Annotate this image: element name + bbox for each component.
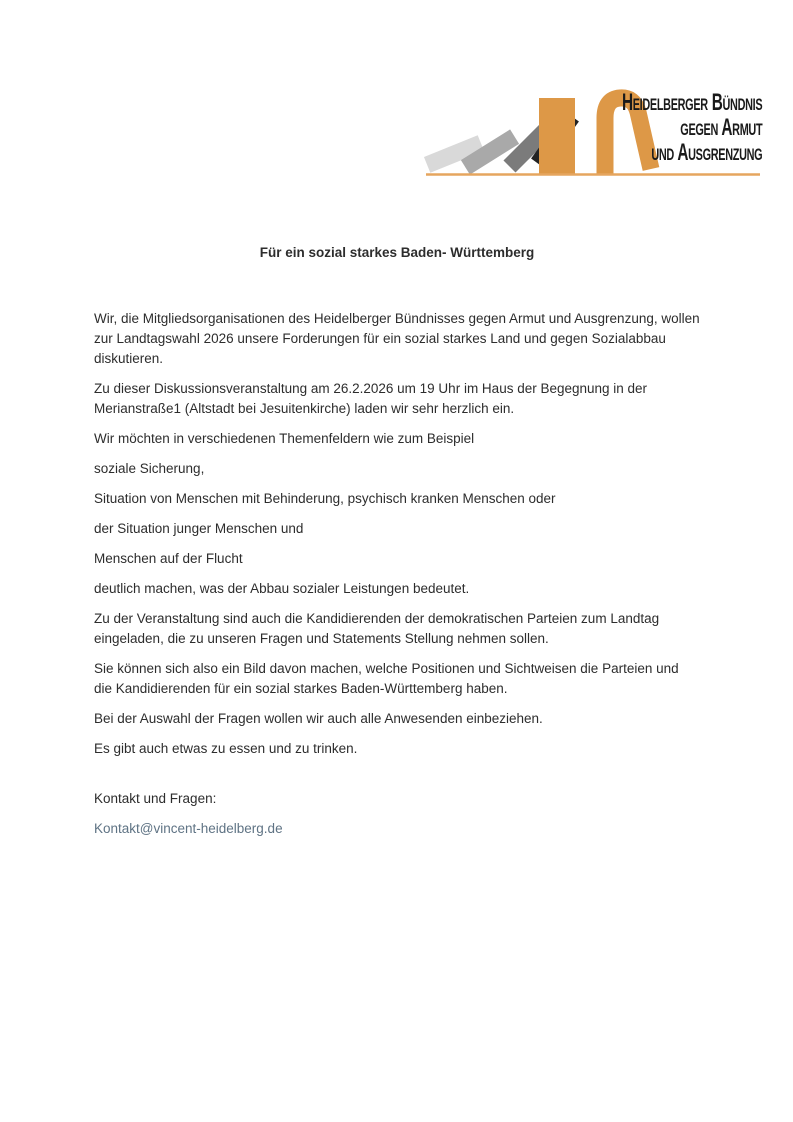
logo-pillar [539,98,575,174]
paragraph-intro: Wir, die Mitgliedsorganisationen des Heidelberger Bündnisses gegen Armut und Ausgrenzung, wollen zur Landtagswahl 2026 unsere Forderungen für ein sozial starkes Land und gegen Sozialabbau diskutieren. [94,311,700,366]
contact-email-row [94,819,700,839]
paragraph-topics-close: deutlich machen, was der Abbau sozialer Leistungen bedeutet. [94,581,470,596]
paragraph-topic-1: soziale Sicherung, [94,461,205,476]
org-name-line-1: Heidelberger Bündnis [621,89,762,116]
org-name [622,90,762,165]
paragraph-topic-4: Menschen auf der Flucht [94,551,243,566]
paragraph-positions: Sie können sich also ein Bild davon machen, welche Positionen und Sichtweisen die Parteien und die Kandidierenden für ein sozial starkes Baden-Württemberg haben. [94,661,679,696]
paragraph-invitation: Zu dieser Diskussionsveranstaltung am 26.2.2026 um 19 Uhr im Haus der Begegnung in der Merianstraße1 (Altstadt bei Jesuitenkirche) laden wir sehr herzlich ein. [94,381,648,416]
paragraph-questions: Bei der Auswahl der Fragen wollen wir auch alle Anwesenden einbeziehen. [94,711,543,726]
paragraph-food: Es gibt auch etwas zu essen und zu trinken. [94,741,358,756]
paragraph-topic-2: Situation von Menschen mit Behinderung, psychisch kranken Menschen oder [94,491,556,506]
contact-label: Kontakt und Fragen: [94,791,217,806]
paragraph-topics-lead: Wir möchten in verschiedenen Themenfeldern wie zum Beispiel [94,431,475,446]
org-logo [424,88,762,180]
contact-email-link[interactable]: Kontakt@vincent-heidelberg.de [94,821,283,836]
org-name-line-3: und Ausgrenzung [651,139,762,166]
paragraph-topic-3: der Situation junger Menschen und [94,521,304,536]
document-body [94,243,700,849]
org-name-line-2: gegen Armut [680,114,762,141]
paragraph-candidates: Zu der Veranstaltung sind auch die Kandidierenden der demokratischen Parteien zum Landtag eingeladen, die zu unseren Fragen und Statements Stellung nehmen sollen. [94,611,660,646]
document-title: Für ein sozial starkes Baden- Württemberg [259,245,535,260]
